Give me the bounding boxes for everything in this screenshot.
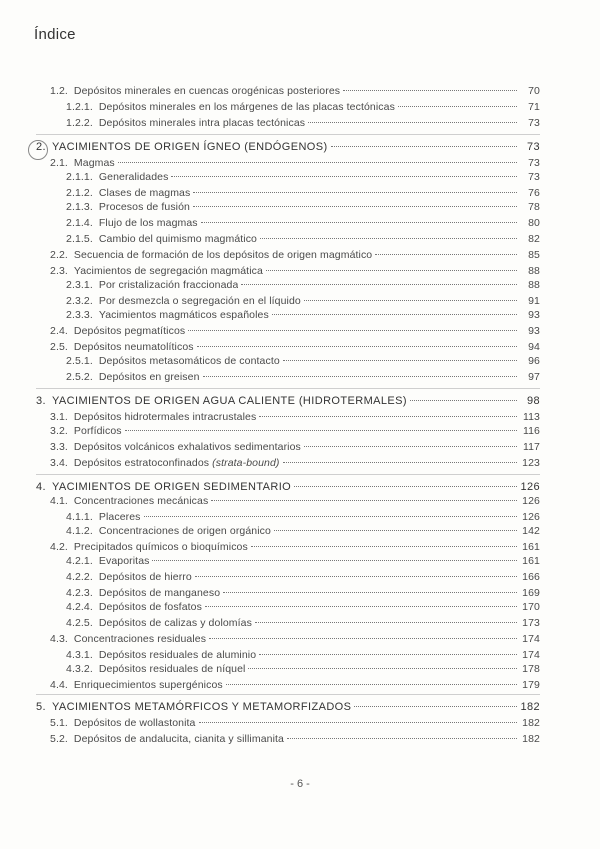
- toc-page-number: 96: [528, 355, 540, 367]
- toc-title-text: Depósitos de andalucita, cianita y sillimanita: [73, 733, 284, 745]
- toc-page-number: 94: [528, 341, 540, 353]
- toc-page-number: 73: [526, 141, 540, 153]
- toc-page-number: 88: [528, 265, 540, 277]
- toc-title: [99, 370, 200, 384]
- dot-leader: [199, 722, 518, 723]
- dot-leader: [266, 270, 517, 271]
- toc-row[interactable]: [66, 370, 540, 384]
- toc-number: 4.3.2.: [66, 663, 93, 675]
- toc-title: [99, 170, 169, 184]
- toc-number: 3.2.: [50, 425, 68, 437]
- toc-number: 4.2.4.: [66, 601, 93, 613]
- toc-title: [74, 456, 280, 470]
- dot-leader: [272, 314, 517, 315]
- toc-row[interactable]: [50, 540, 540, 554]
- toc-row[interactable]: [50, 456, 540, 470]
- toc-page-number: 113: [522, 411, 540, 423]
- toc-row[interactable]: [50, 84, 540, 98]
- toc-number: 2.3.2.: [66, 295, 93, 307]
- toc-page-number: 126: [522, 511, 540, 523]
- toc-number: 2.2.: [50, 249, 68, 261]
- toc-row[interactable]: [66, 586, 540, 600]
- toc-title: [74, 340, 194, 354]
- toc-title: [74, 410, 256, 424]
- toc-title: [74, 494, 208, 508]
- toc-row[interactable]: [66, 186, 540, 200]
- toc-title: [74, 632, 206, 646]
- dot-leader: [259, 416, 517, 417]
- toc-number: 4.2.2.: [66, 571, 93, 583]
- toc-number: 4.3.: [50, 633, 68, 645]
- toc-title-text: Clases de magmas: [98, 187, 191, 199]
- toc-number: 2.: [36, 141, 46, 153]
- toc-title-text: Precipitados químicos o bioquímicos: [73, 541, 248, 553]
- toc-page-number: 73: [528, 117, 540, 129]
- toc-title-text: Porfídicos: [73, 425, 122, 437]
- dot-leader: [118, 162, 517, 163]
- toc-page-number: 142: [522, 525, 540, 537]
- dot-leader: [209, 638, 517, 639]
- toc-page-number: 123: [522, 457, 540, 469]
- toc-number: 3.3.: [50, 441, 68, 453]
- toc-number: 2.3.: [50, 265, 68, 277]
- dot-leader: [354, 706, 517, 707]
- toc-page-number: 169: [522, 587, 540, 599]
- toc-title-text: Depósitos neumatolíticos: [73, 341, 194, 353]
- dot-leader: [274, 530, 517, 531]
- toc-title-text: Por desmezcla o segregación en el líquido: [98, 295, 301, 307]
- dot-leader: [255, 622, 517, 623]
- toc-title-text: Depósitos residuales de níquel: [98, 663, 246, 675]
- toc-row[interactable]: [66, 116, 540, 130]
- toc-number: 2.1.1.: [66, 171, 93, 183]
- toc-page-number: 82: [528, 233, 540, 245]
- toc-number: 4.2.5.: [66, 617, 93, 629]
- toc-title-text: Depósitos minerales en cuencas orogénicas posteriores: [73, 85, 341, 97]
- toc-page-number: 80: [528, 217, 540, 229]
- toc-row[interactable]: [66, 354, 540, 368]
- dot-leader: [152, 560, 517, 561]
- toc-row[interactable]: [50, 156, 540, 170]
- toc-title-text: Procesos de fusión: [98, 201, 190, 213]
- dot-leader: [188, 330, 517, 331]
- toc-title-text: Yacimientos magmáticos españoles: [98, 309, 269, 321]
- toc-title-text: Yacimientos de segregación magmática: [73, 265, 263, 277]
- toc-row[interactable]: [66, 294, 540, 308]
- toc-page-number: 182: [522, 733, 540, 745]
- toc-page-number: 93: [528, 325, 540, 337]
- toc-title-text: Depósitos de hierro: [98, 571, 192, 583]
- toc-title: [99, 554, 150, 568]
- toc-title-italic: (strata-bound): [212, 457, 280, 469]
- dot-leader: [410, 400, 517, 401]
- dot-leader: [195, 576, 517, 577]
- toc-page-number: 174: [522, 633, 540, 645]
- toc-title: [99, 216, 198, 230]
- toc-row[interactable]: [66, 278, 540, 292]
- toc-title-text: Depósitos de wollastonita: [73, 717, 196, 729]
- toc-row[interactable]: [50, 494, 540, 508]
- toc-title: [52, 700, 351, 714]
- dot-leader: [193, 192, 517, 193]
- toc-row[interactable]: [50, 410, 540, 424]
- toc-title: [99, 294, 301, 308]
- toc-title-text: Depósitos volcánicos exhalativos sedimentarios: [73, 441, 301, 453]
- toc-title-text: Depósitos metasomáticos de contacto: [98, 355, 280, 367]
- toc-number: 1.2.1.: [66, 101, 93, 113]
- dot-leader: [125, 430, 517, 431]
- toc-page-number: 166: [522, 571, 540, 583]
- toc-number: 5.1.: [50, 717, 68, 729]
- toc-page-number: 76: [528, 187, 540, 199]
- toc-page-number: 179: [522, 679, 540, 691]
- toc-number: 2.3.1.: [66, 279, 93, 291]
- chapter-divider: [36, 388, 540, 389]
- toc-number: 2.1.4.: [66, 217, 93, 229]
- toc-page-number: 73: [528, 157, 540, 169]
- toc-row[interactable]: [66, 662, 540, 676]
- toc-title: [74, 732, 284, 746]
- toc-title: [74, 324, 185, 338]
- dot-leader: [304, 446, 517, 447]
- dot-leader: [248, 668, 517, 669]
- dot-leader: [144, 516, 517, 517]
- dot-leader: [308, 122, 517, 123]
- toc-page-number: 161: [522, 555, 540, 567]
- toc-title: [99, 616, 252, 630]
- toc-title-text: Depósitos minerales en los márgenes de las placas tectónicas: [98, 101, 395, 113]
- toc-page-number: 182: [520, 701, 540, 713]
- dot-leader: [171, 176, 517, 177]
- toc-number: 2.4.: [50, 325, 68, 337]
- toc-page-number: 71: [528, 101, 540, 113]
- toc-title-text: Generalidades: [98, 171, 169, 183]
- chapter-divider: [36, 474, 540, 475]
- toc-title: [99, 100, 395, 114]
- toc-title-text: Depósitos de calizas y dolomías: [98, 617, 252, 629]
- toc-row[interactable]: [66, 524, 540, 538]
- dot-leader: [259, 654, 517, 655]
- toc-row[interactable]: [66, 510, 540, 524]
- toc-title-text: YACIMIENTOS DE ORIGEN ÍGNEO (ENDÓGENOS): [51, 141, 328, 153]
- toc-title-text: Flujo de los magmas: [98, 217, 198, 229]
- toc-title: [99, 186, 190, 200]
- toc-number: 4.1.: [50, 495, 68, 507]
- toc-title: [74, 440, 301, 454]
- toc-title: [99, 586, 220, 600]
- toc-number: 4.2.: [50, 541, 68, 553]
- toc-page-number: 93: [528, 309, 540, 321]
- toc-chapter-row[interactable]: [36, 700, 540, 714]
- toc-page-number: 91: [528, 295, 540, 307]
- toc-row[interactable]: [66, 570, 540, 584]
- toc-title: [99, 116, 305, 130]
- toc-chapter-row[interactable]: [36, 394, 540, 408]
- toc-title: [74, 716, 196, 730]
- toc-title: [99, 524, 271, 538]
- toc-row[interactable]: [50, 324, 540, 338]
- toc-number: 2.1.3.: [66, 201, 93, 213]
- toc-title-text: Depósitos hidrotermales intracrustales: [73, 411, 257, 423]
- toc-title-text: Depósitos pegmatíticos: [73, 325, 186, 337]
- toc-page-number: 126: [520, 481, 540, 493]
- toc-number: 3.: [36, 395, 46, 407]
- toc-title: [74, 264, 263, 278]
- page-title: Índice: [34, 26, 76, 43]
- toc-row[interactable]: [66, 170, 540, 184]
- chapter-divider: [36, 134, 540, 135]
- toc-title-text: Cambio del quimismo magmático: [98, 233, 257, 245]
- toc-title-text: Depósitos de manganeso: [98, 587, 221, 599]
- toc-title-text: Concentraciones mecánicas: [73, 495, 209, 507]
- toc-title-text: Evaporitas: [98, 555, 150, 567]
- chapter-divider: [36, 694, 540, 695]
- toc-page-number: 97: [528, 371, 540, 383]
- dot-leader: [211, 500, 517, 501]
- toc-title: [99, 278, 239, 292]
- toc-row[interactable]: [66, 600, 540, 614]
- toc-page-number: 78: [528, 201, 540, 213]
- dot-leader: [193, 206, 517, 207]
- toc-title-text: Depósitos minerales intra placas tectónicas: [98, 117, 306, 129]
- toc-page-number: 126: [522, 495, 540, 507]
- toc-number: 4.2.1.: [66, 555, 93, 567]
- dot-leader: [226, 684, 517, 685]
- toc-row[interactable]: [66, 216, 540, 230]
- toc-title: [99, 570, 192, 584]
- toc-title: [52, 480, 291, 494]
- toc-number: 4.4.: [50, 679, 68, 691]
- toc-title-text: Enriquecimientos supergénicos: [73, 679, 223, 691]
- toc-title: [74, 424, 122, 438]
- dot-leader: [331, 146, 517, 147]
- toc-title: [99, 510, 141, 524]
- toc-title-text: Concentraciones residuales: [73, 633, 207, 645]
- toc-title: [99, 600, 202, 614]
- toc-title: [99, 662, 246, 676]
- toc-page-number: 88: [528, 279, 540, 291]
- dot-leader: [294, 486, 517, 487]
- toc-title: [52, 140, 328, 154]
- toc-title-text: YACIMIENTOS DE ORIGEN AGUA CALIENTE (HIDROTERMALES): [51, 395, 407, 407]
- toc-title-text: Secuencia de formación de los depósitos de origen magmático: [73, 249, 373, 261]
- toc-page-number: 178: [522, 663, 540, 675]
- toc-title: [99, 648, 256, 662]
- toc-page-number: 173: [522, 617, 540, 629]
- dot-leader: [205, 606, 517, 607]
- toc-title-text: Depósitos de fosfatos: [98, 601, 202, 613]
- toc-title: [52, 394, 407, 408]
- toc-page-number: 161: [522, 541, 540, 553]
- toc-row[interactable]: [50, 716, 540, 730]
- toc-row[interactable]: [50, 340, 540, 354]
- toc-number: 1.2.: [50, 85, 68, 97]
- toc-title: [74, 84, 340, 98]
- toc-page-number: 116: [522, 425, 540, 437]
- dot-leader: [398, 106, 517, 107]
- toc-title-text: Placeres: [98, 511, 141, 523]
- toc-number: 3.4.: [50, 457, 68, 469]
- toc-number: 2.1.: [50, 157, 68, 169]
- dot-leader: [375, 254, 517, 255]
- toc-title: [99, 354, 280, 368]
- dot-leader: [283, 462, 517, 463]
- toc-title: [74, 156, 115, 170]
- toc-number: 2.1.5.: [66, 233, 93, 245]
- dot-leader: [203, 376, 517, 377]
- toc-row[interactable]: [50, 424, 540, 438]
- toc-page-number: 170: [522, 601, 540, 613]
- toc-row[interactable]: [50, 248, 540, 262]
- dot-leader: [283, 360, 517, 361]
- toc-number: 4.3.1.: [66, 649, 93, 661]
- toc-row[interactable]: [50, 678, 540, 692]
- toc-number: 2.5.2.: [66, 371, 93, 383]
- toc-number: 1.2.2.: [66, 117, 93, 129]
- dot-leader: [241, 284, 517, 285]
- toc-page-number: 182: [522, 717, 540, 729]
- toc-row[interactable]: [50, 440, 540, 454]
- toc-title: [99, 200, 190, 214]
- toc-title: [99, 232, 257, 246]
- toc-row[interactable]: [66, 648, 540, 662]
- dot-leader: [304, 300, 517, 301]
- dot-leader: [287, 738, 517, 739]
- dot-leader: [343, 90, 517, 91]
- toc-title-text: Magmas: [73, 157, 115, 169]
- toc-title: [74, 678, 223, 692]
- toc-chapter-row[interactable]: [36, 140, 540, 154]
- toc-number: 4.1.2.: [66, 525, 93, 537]
- dot-leader: [223, 592, 517, 593]
- toc-chapter-row[interactable]: [36, 480, 540, 494]
- toc-title: [74, 248, 372, 262]
- toc-row[interactable]: [50, 732, 540, 746]
- toc-title-text: Por cristalización fraccionada: [98, 279, 239, 291]
- toc-row[interactable]: [66, 554, 540, 568]
- dot-leader: [197, 346, 517, 347]
- dot-leader: [201, 222, 517, 223]
- toc-title-text: Depósitos estratoconfinados: [73, 457, 210, 469]
- toc-page-number: 70: [528, 85, 540, 97]
- toc-number: 2.5.1.: [66, 355, 93, 367]
- toc-number: 2.5.: [50, 341, 68, 353]
- toc-number: 5.2.: [50, 733, 68, 745]
- toc-title-text: Depósitos residuales de aluminio: [98, 649, 257, 661]
- toc-number: 4.2.3.: [66, 587, 93, 599]
- toc-number: 3.1.: [50, 411, 68, 423]
- toc-title-text: YACIMIENTOS DE ORIGEN SEDIMENTARIO: [51, 481, 292, 493]
- toc-number: 4.: [36, 481, 46, 493]
- toc-number: 4.1.1.: [66, 511, 93, 523]
- toc-row[interactable]: [50, 264, 540, 278]
- dot-leader: [260, 238, 517, 239]
- toc-row[interactable]: [66, 200, 540, 214]
- page-number: - 6 -: [290, 778, 310, 790]
- dot-leader: [251, 546, 517, 547]
- toc-page-number: 73: [528, 171, 540, 183]
- toc-row[interactable]: [50, 632, 540, 646]
- toc-number: 5.: [36, 701, 46, 713]
- toc-title-text: YACIMIENTOS METAMÓRFICOS Y METAMORFIZADOS: [51, 701, 352, 713]
- toc-title-text: Concentraciones de origen orgánico: [98, 525, 271, 537]
- toc-row[interactable]: [66, 100, 540, 114]
- toc-title-text: Depósitos en greisen: [98, 371, 200, 383]
- toc-page-number: 85: [528, 249, 540, 261]
- toc-number: 2.3.3.: [66, 309, 93, 321]
- toc-page-number: 174: [522, 649, 540, 661]
- toc-number: 2.1.2.: [66, 187, 93, 199]
- toc-page-number: 117: [522, 441, 540, 453]
- toc-row[interactable]: [66, 232, 540, 246]
- toc-row[interactable]: [66, 308, 540, 322]
- toc-row[interactable]: [66, 616, 540, 630]
- toc-title: [99, 308, 269, 322]
- toc-title: [74, 540, 248, 554]
- toc-page-number: 98: [526, 395, 540, 407]
